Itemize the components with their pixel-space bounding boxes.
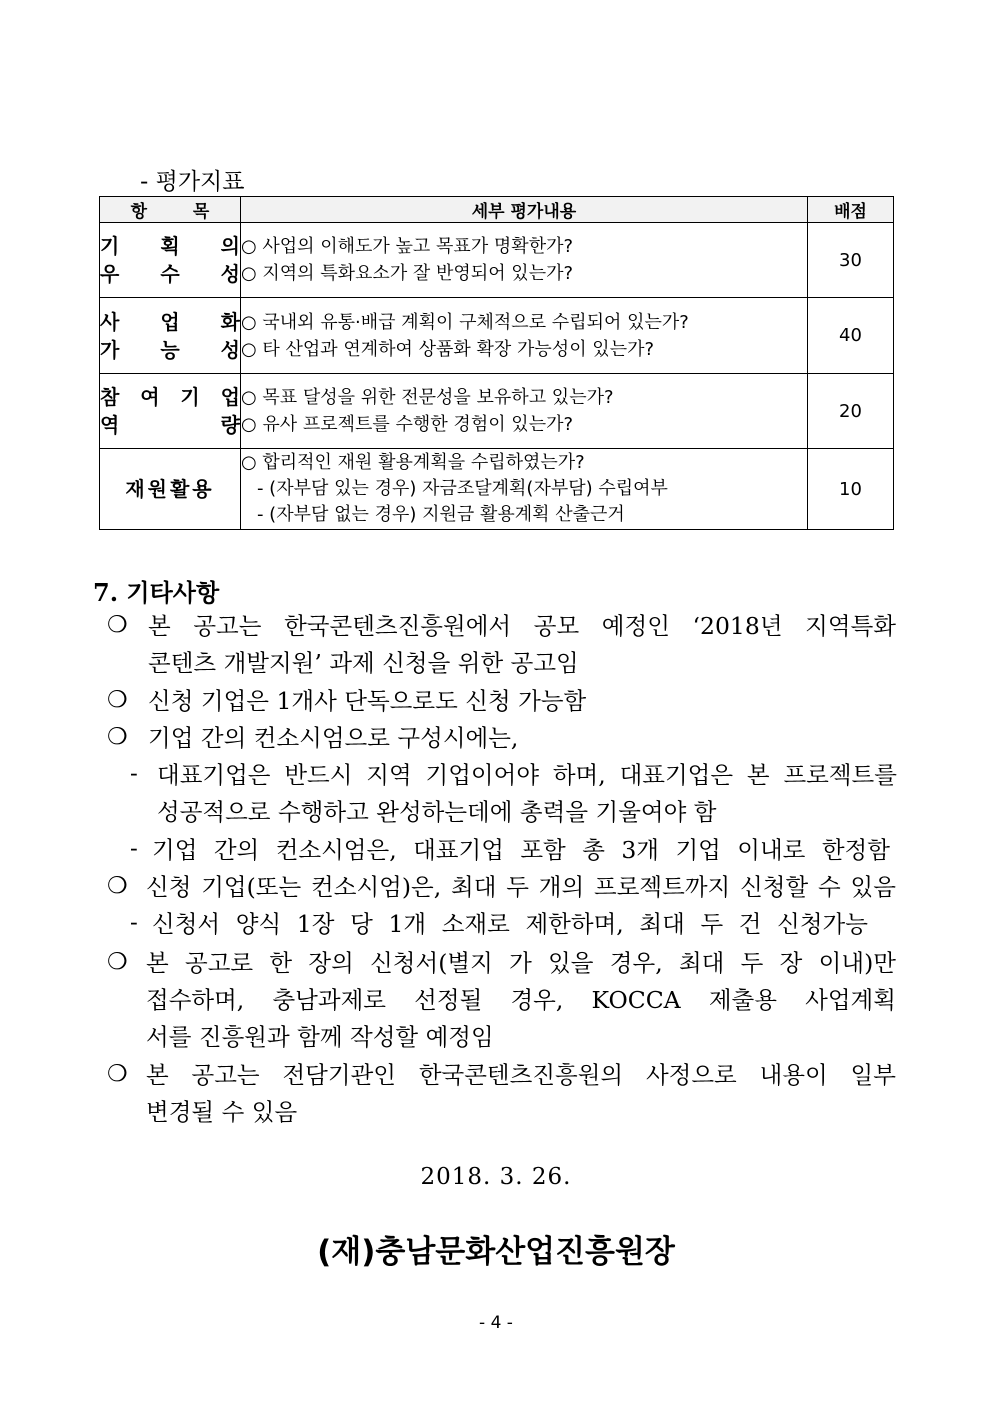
notice-paragraph-2: 신청 기업은 1개사 단독으로도 신청 가능함 <box>148 687 587 715</box>
notice-date: 2018. 3. 26. <box>420 1164 572 1190</box>
word: 기업 <box>152 836 198 864</box>
text-line <box>152 832 890 869</box>
detail-line: ○ 사업의 이해도가 높고 목표가 명확한가? <box>240 236 574 257</box>
word: 선정될 <box>414 986 483 1014</box>
item-char: 여 <box>140 385 160 409</box>
word: 최대 <box>639 910 685 938</box>
word: 충남과제로 <box>272 986 386 1014</box>
item-char: 기 <box>180 385 200 409</box>
word: 제한하며, <box>525 910 624 938</box>
word: 개의 <box>538 873 585 901</box>
word: 기업 <box>675 836 721 864</box>
word: 기업(또는 <box>201 873 302 901</box>
notice-paragraph-4a <box>152 906 868 943</box>
word: 지역 <box>366 761 412 789</box>
header-item: 항 목 <box>100 197 241 223</box>
detail-line: ○ 합리적인 재원 활용계획을 수립하였는가? <box>240 452 585 473</box>
word: 양식 <box>235 910 282 938</box>
word: 전담기관인 <box>282 1061 396 1089</box>
detail-cell <box>240 223 807 298</box>
header-detail: 세부 평가내용 <box>240 197 807 223</box>
item-char: 성 <box>220 337 240 362</box>
word: 컨소시엄은, <box>275 836 397 864</box>
word: 한정함 <box>821 836 890 864</box>
word: 사업계획 <box>805 986 896 1014</box>
detail-line: - (자부담 없는 경우) 지원금 활용계획 산출근거 <box>256 504 625 525</box>
notice-paragraph-5 <box>146 945 896 1056</box>
word: 경우, <box>510 986 564 1014</box>
item-label: 재원활용 <box>125 477 215 501</box>
word: 간의 <box>213 836 260 864</box>
text-line <box>148 608 896 645</box>
item-char: 역 <box>100 413 120 437</box>
bullet-icon: ❍ <box>107 1061 128 1087</box>
bullet-icon: ❍ <box>107 873 128 899</box>
word: 최대 <box>451 873 497 901</box>
word: ‘2018년 <box>692 612 783 640</box>
detail-line: ○ 타 산업과 연계하여 상품화 확장 가능성이 있는가? <box>240 338 655 360</box>
item-cell <box>100 223 241 298</box>
word: 장의 <box>308 949 354 977</box>
word: 반드시 <box>284 761 353 789</box>
bullet-icon: ❍ <box>107 612 128 638</box>
text-line: 성공적으로 수행하고 완성하는데에 총력을 기울여야 함 <box>157 798 717 826</box>
detail-cell <box>240 374 807 449</box>
item-char: 의 <box>220 234 240 258</box>
word: 프로젝트까지 <box>594 873 731 901</box>
word: 한 <box>269 949 293 977</box>
item-char: 수 <box>160 262 180 286</box>
word: 있을 <box>548 949 594 977</box>
word: 이내)만 <box>818 949 896 977</box>
table-row <box>100 449 894 530</box>
word: 장 <box>779 949 803 977</box>
word: 한국콘텐츠진흥원에서 <box>284 612 512 640</box>
text-line <box>146 945 896 982</box>
word: 프로젝트를 <box>783 761 897 789</box>
word: 본 <box>146 949 169 977</box>
dash-marker: - <box>130 910 138 936</box>
detail-line: ○ 유사 프로젝트를 수행한 경험이 있는가? <box>240 414 574 435</box>
dash-marker: - <box>130 761 138 787</box>
word: 가 <box>509 949 532 977</box>
bullet-icon: ❍ <box>107 687 128 713</box>
item-char: 능 <box>160 337 180 362</box>
text-line <box>146 1057 896 1094</box>
item-cell <box>100 449 241 530</box>
dash-marker: - <box>130 836 138 862</box>
notice-paragraph-3: 기업 간의 컨소시엄으로 구성시에는, <box>148 724 519 752</box>
table-row <box>100 298 894 374</box>
evaluation-table <box>99 196 894 530</box>
word: 총 <box>582 836 605 864</box>
word: 기업이어야 <box>425 761 540 789</box>
word: 예정인 <box>601 612 670 640</box>
word: 제출용 <box>708 986 777 1014</box>
item-char: 업 <box>220 385 240 409</box>
detail-cell <box>240 449 807 530</box>
text-line <box>152 906 868 943</box>
word: 접수하며, <box>146 986 245 1014</box>
detail-line: ○ 국내외 유통·배급 계획이 구체적으로 수립되어 있는가? <box>240 311 689 333</box>
word: 있음 <box>850 873 896 901</box>
item-cell <box>100 298 241 374</box>
word: 수 <box>818 873 841 901</box>
word: 신청가능 <box>777 910 868 938</box>
word: 당 <box>350 910 373 938</box>
table-header-row <box>100 197 894 223</box>
word: 한국콘텐츠진흥원의 <box>418 1061 624 1089</box>
detail-line: ○ 목표 달성을 위한 전문성을 보유하고 있는가? <box>240 387 614 408</box>
notice-paragraph-3b <box>152 832 890 869</box>
score-cell: 30 <box>808 223 894 298</box>
word: 신청서 <box>152 910 221 938</box>
bullet-icon: ❍ <box>107 949 128 975</box>
word: 대표기업은 <box>619 761 734 789</box>
bullet-icon: ❍ <box>107 724 128 750</box>
item-char: 사 <box>100 309 120 334</box>
text-line: 변경될 수 있음 <box>146 1098 298 1126</box>
word: 1장 <box>296 910 335 938</box>
word: 두 <box>700 910 724 938</box>
word: 공모 <box>533 612 580 640</box>
table-row <box>100 374 894 449</box>
item-char: 성 <box>220 262 240 286</box>
word: 내용이 <box>759 1061 828 1089</box>
word: 포함 <box>520 836 566 864</box>
item-char: 우 <box>100 262 120 286</box>
word: 본 <box>148 612 171 640</box>
notice-paragraph-4 <box>146 869 896 906</box>
text-line: 서를 진흥원과 함께 작성할 예정임 <box>146 1023 494 1051</box>
item-char: 가 <box>100 337 120 362</box>
word: 두 <box>740 949 764 977</box>
evaluation-index-heading: - 평가지표 <box>140 169 245 195</box>
item-char: 기 <box>100 234 120 258</box>
item-char: 업 <box>160 309 180 334</box>
word: 공고는 <box>193 612 262 640</box>
word: 건 <box>738 910 762 938</box>
notice-paragraph-1 <box>148 608 896 682</box>
word: 컨소시엄)은, <box>311 873 442 901</box>
item-char: 량 <box>220 413 240 437</box>
word: 신청 <box>146 873 192 901</box>
word: KOCCA <box>591 986 681 1014</box>
item-cell <box>100 374 241 449</box>
word: 사정으로 <box>645 1061 737 1089</box>
word: 경우, <box>609 949 663 977</box>
word: 본 <box>146 1061 169 1089</box>
word: 본 <box>746 761 770 789</box>
table-row <box>100 223 894 298</box>
word: 공고는 <box>191 1061 260 1089</box>
score-cell: 20 <box>808 374 894 449</box>
detail-cell <box>240 298 807 374</box>
word: 3개 <box>621 836 659 864</box>
section-title: 7. 기타사항 <box>93 578 220 607</box>
score-cell: 40 <box>808 298 894 374</box>
word: 1개 <box>388 910 427 938</box>
item-char: 화 <box>220 309 240 334</box>
item-char: 획 <box>160 234 180 258</box>
item-char: 참 <box>100 385 120 409</box>
word: 하며, <box>552 761 606 789</box>
score-cell: 10 <box>808 449 894 530</box>
text-line: 콘텐츠 개발지원’ 과제 신청을 위한 공고임 <box>148 649 579 677</box>
word: 소재로 <box>441 910 510 938</box>
header-score: 배점 <box>808 197 894 223</box>
text-line <box>157 757 897 794</box>
detail-line: - (자부담 있는 경우) 자금조달계획(자부담) 수립여부 <box>256 478 668 499</box>
organization-name: (재)충남문화산업진흥원장 <box>317 1234 675 1270</box>
word: 공고로 <box>185 949 254 977</box>
notice-paragraph-6 <box>146 1057 896 1131</box>
word: 최대 <box>678 949 725 977</box>
word: 이내로 <box>737 836 806 864</box>
detail-line: ○ 지역의 특화요소가 잘 반영되어 있는가? <box>240 263 574 284</box>
word: 일부 <box>850 1061 896 1089</box>
word: 대표기업 <box>413 836 504 864</box>
notice-paragraph-3a <box>157 757 897 831</box>
page-number: - 4 - <box>479 1313 513 1333</box>
word: 지역특화 <box>805 612 896 640</box>
word: 두 <box>506 873 529 901</box>
text-line <box>146 869 896 906</box>
text-line <box>146 982 896 1019</box>
word: 대표기업은 <box>157 761 271 789</box>
word: 신청할 <box>740 873 809 901</box>
word: 신청서(별지 <box>370 949 493 977</box>
